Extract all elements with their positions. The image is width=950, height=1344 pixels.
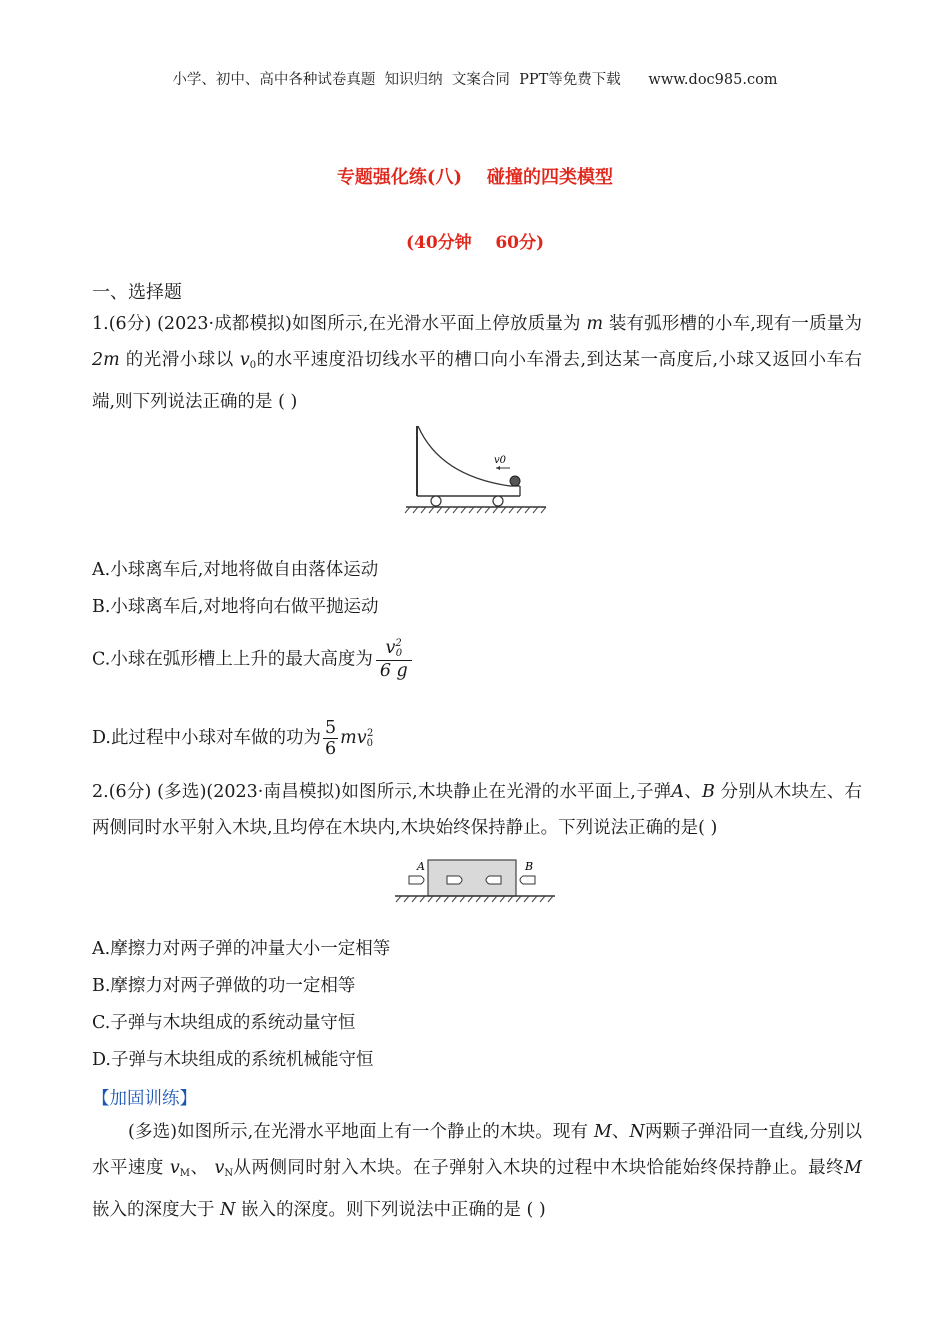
reinforcement-label: 【加固训练】 xyxy=(92,1089,197,1109)
question-2-option-a: A.摩擦力对两子弹的冲量大小一定相等 xyxy=(92,939,391,959)
bullet-icon xyxy=(447,876,462,884)
question-1-option-a: A.小球离车后,对地将做自由落体运动 xyxy=(92,560,379,580)
reinforcement-stem: (多选)如图所示,在光滑水平地面上有一个静止的木块。现有 M、N两颗子弹沿同一直线,分别以水平速度 $v_M$、 $v_N$从两侧同时射入木块。在子弹射入木块的过程中木块恰能始终保持静止。最终M 嵌入的深度大于 N 嵌入的深度。则下列说法中正确的是 ( ) xyxy=(92,1122,862,1220)
question-2-figure xyxy=(395,856,555,906)
wheel-icon xyxy=(431,496,441,506)
figure-velocity-label: v0 xyxy=(494,455,507,466)
question-2-option-b: B.摩擦力对两子弹做的功一定相等 xyxy=(92,976,356,996)
question-1-option-d: D.此过程中小球对车做的功为 $\frac{5}{6}$ $mv_0^2$ xyxy=(92,718,374,760)
wheel-icon xyxy=(493,496,503,506)
question-1-stem: 1.(6分) (2023·成都模拟)如图所示,在光滑水平面上停放质量为 m 装有弧形槽的小车,现有一质量为 2m 的光滑小球以 $v_0$的水平速度沿切线水平的槽口向小车滑去,到达某一高度后,小球又返回小车右端,则下列说法正确的是 ( ) xyxy=(92,314,862,412)
question-1-figure xyxy=(400,420,550,520)
page-header: 小学、初中、高中各种试卷真题 知识归纳 文案合同 PPT等免费下载 www.doc985.com xyxy=(172,72,778,88)
page-subtitle: (40分钟 60分) xyxy=(405,233,545,253)
wooden-block xyxy=(428,860,516,896)
section-heading: 一、选择题 xyxy=(92,282,182,303)
bullet-b-icon xyxy=(520,876,535,884)
question-2-option-c: C.子弹与木块组成的系统动量守恒 xyxy=(92,1013,356,1033)
figure-label-a: A xyxy=(417,860,425,873)
question-2-option-d: D.子弹与木块组成的系统机械能守恒 xyxy=(92,1050,374,1070)
bullet-icon xyxy=(486,876,501,884)
question-2-stem: 2.(6分) (多选)(2023·南昌模拟)如图所示,木块静止在光滑的水平面上,子弹A、B 分别从木块左、右两侧同时水平射入木块,且均停在木块内,木块始终保持静止。下列说法正确的是( ) xyxy=(92,782,862,838)
ball-icon xyxy=(510,476,520,486)
bullet-a-icon xyxy=(409,876,424,884)
fraction: $\frac{5}{6}$ xyxy=(324,718,337,760)
question-1-option-b: B.小球离车后,对地将向右做平抛运动 xyxy=(92,597,379,617)
fraction: $\frac{v^2_0}{6 g}$ xyxy=(376,638,412,682)
question-1-option-c: C.小球在弧形槽上上升的最大高度为 $\frac{v^2_0}{6 g}$ xyxy=(92,638,412,682)
page-title: 专题强化练(八) 碰撞的四类模型 xyxy=(336,167,614,188)
figure-label-b: B xyxy=(525,860,534,873)
